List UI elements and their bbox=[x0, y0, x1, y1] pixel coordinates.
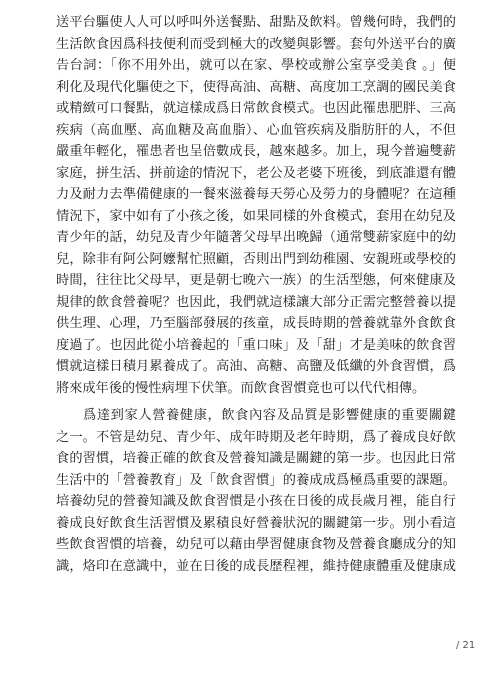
text-line: 時間，往往比父母早，更是朝七晚六一族）的生活型態，何來健康及 bbox=[56, 273, 456, 288]
text-line: 培養幼兒的營養知識及飲食習慣是小孩在日後的成長歲月裡，能自行 bbox=[56, 494, 456, 509]
paragraph-2 bbox=[56, 405, 456, 577]
text-line: 疾病（高血壓、高血糖及高血脂）、心血管疾病及脂肪肝的人，不但 bbox=[56, 122, 456, 138]
text-line: 嚴重年輕化，罹患者也呈倍數成長，越來越多。加上，現今普遍雙薪 bbox=[56, 144, 456, 159]
page-number: / 21 bbox=[456, 640, 476, 651]
text-line: 生活中的「營養教育」及「飲食習慣」的養成成爲極爲重要的課題。 bbox=[56, 472, 456, 488]
text-line: 將來成年後的慢性病埋下伏筆。而飲食習慣竟也可以代代相傳。 bbox=[56, 380, 426, 396]
text-line: 生活飲食因爲科技便利而受到極大的改變與影響。套句外送平台的廣 bbox=[56, 36, 456, 52]
text-line: 識，烙印在意識中，並在日後的成長歷程裡，維持健康體重及健康成 bbox=[56, 558, 456, 574]
text-line: 兒，除非有阿公阿嬤幫忙照顧，否則出門到幼稚園、安親班或學校的 bbox=[56, 251, 456, 267]
text-line: 利化及現代化驅使之下，使得高油、高糖、高度加工烹調的國民美食 bbox=[56, 79, 456, 95]
text-line: 家庭，拼生活、拼前途的情況下，老公及老婆下班後，到底誰還有體 bbox=[56, 165, 456, 181]
text-line: 慣就這樣日積月累養成了。高油、高糖、高鹽及低纖的外食習慣，爲 bbox=[56, 359, 456, 374]
text-line: 規律的飲食營養呢？也因此，我們就這樣讓大部分正需完整營養以提 bbox=[56, 294, 456, 310]
text-line: 食的習慣，培養正確的飲食及營養知識是關鍵的第一步。也因此日常 bbox=[56, 451, 456, 466]
document-body bbox=[56, 12, 456, 577]
text-line: 之一。不管是幼兒、青少年、成年時期及老年時期，爲了養成良好飲 bbox=[56, 429, 456, 445]
text-line: 些飲食習慣的培養，幼兒可以藉由學習健康食物及營養食廳成分的知 bbox=[56, 537, 456, 552]
paragraph-1 bbox=[56, 12, 456, 399]
text-line: 爲達到家人營養健康，飲食內容及品質是影響健康的重要關鍵 bbox=[83, 408, 456, 423]
text-line: 送平台驅使人人可以呼叫外送餐點、甜點及飲料。曾幾何時，我們的 bbox=[56, 15, 456, 30]
text-line: 青少年的話，幼兒及青少年隨著父母早出晚歸（通常雙薪家庭中的幼 bbox=[56, 230, 456, 245]
text-line: 力及耐力去準備健康的一餐來滋養每天勞心及勞力的身體呢？在這種 bbox=[56, 187, 456, 202]
text-line: 養成良好飲食生活習慣及累積良好營養狀況的關鍵第一步。別小看這 bbox=[56, 515, 456, 531]
text-line: 供生理、心理，乃至腦部發展的孩童，成長時期的營養就靠外食飲食 bbox=[56, 316, 456, 331]
text-line: 或精緻可口餐點，就這樣成爲日常飲食模式。也因此罹患肥胖、三高 bbox=[56, 101, 456, 116]
text-line: 告台詞：「你不用外出，就可以在家、學校或辦公室享受美食 。」便 bbox=[56, 58, 456, 73]
text-line: 度過了。也因此從小培養起的「重口味」及「甜」才是美味的飲食習 bbox=[56, 337, 456, 353]
text-line: 情況下，家中如有了小孩之後，如果同樣的外食模式，套用在幼兒及 bbox=[56, 208, 456, 224]
